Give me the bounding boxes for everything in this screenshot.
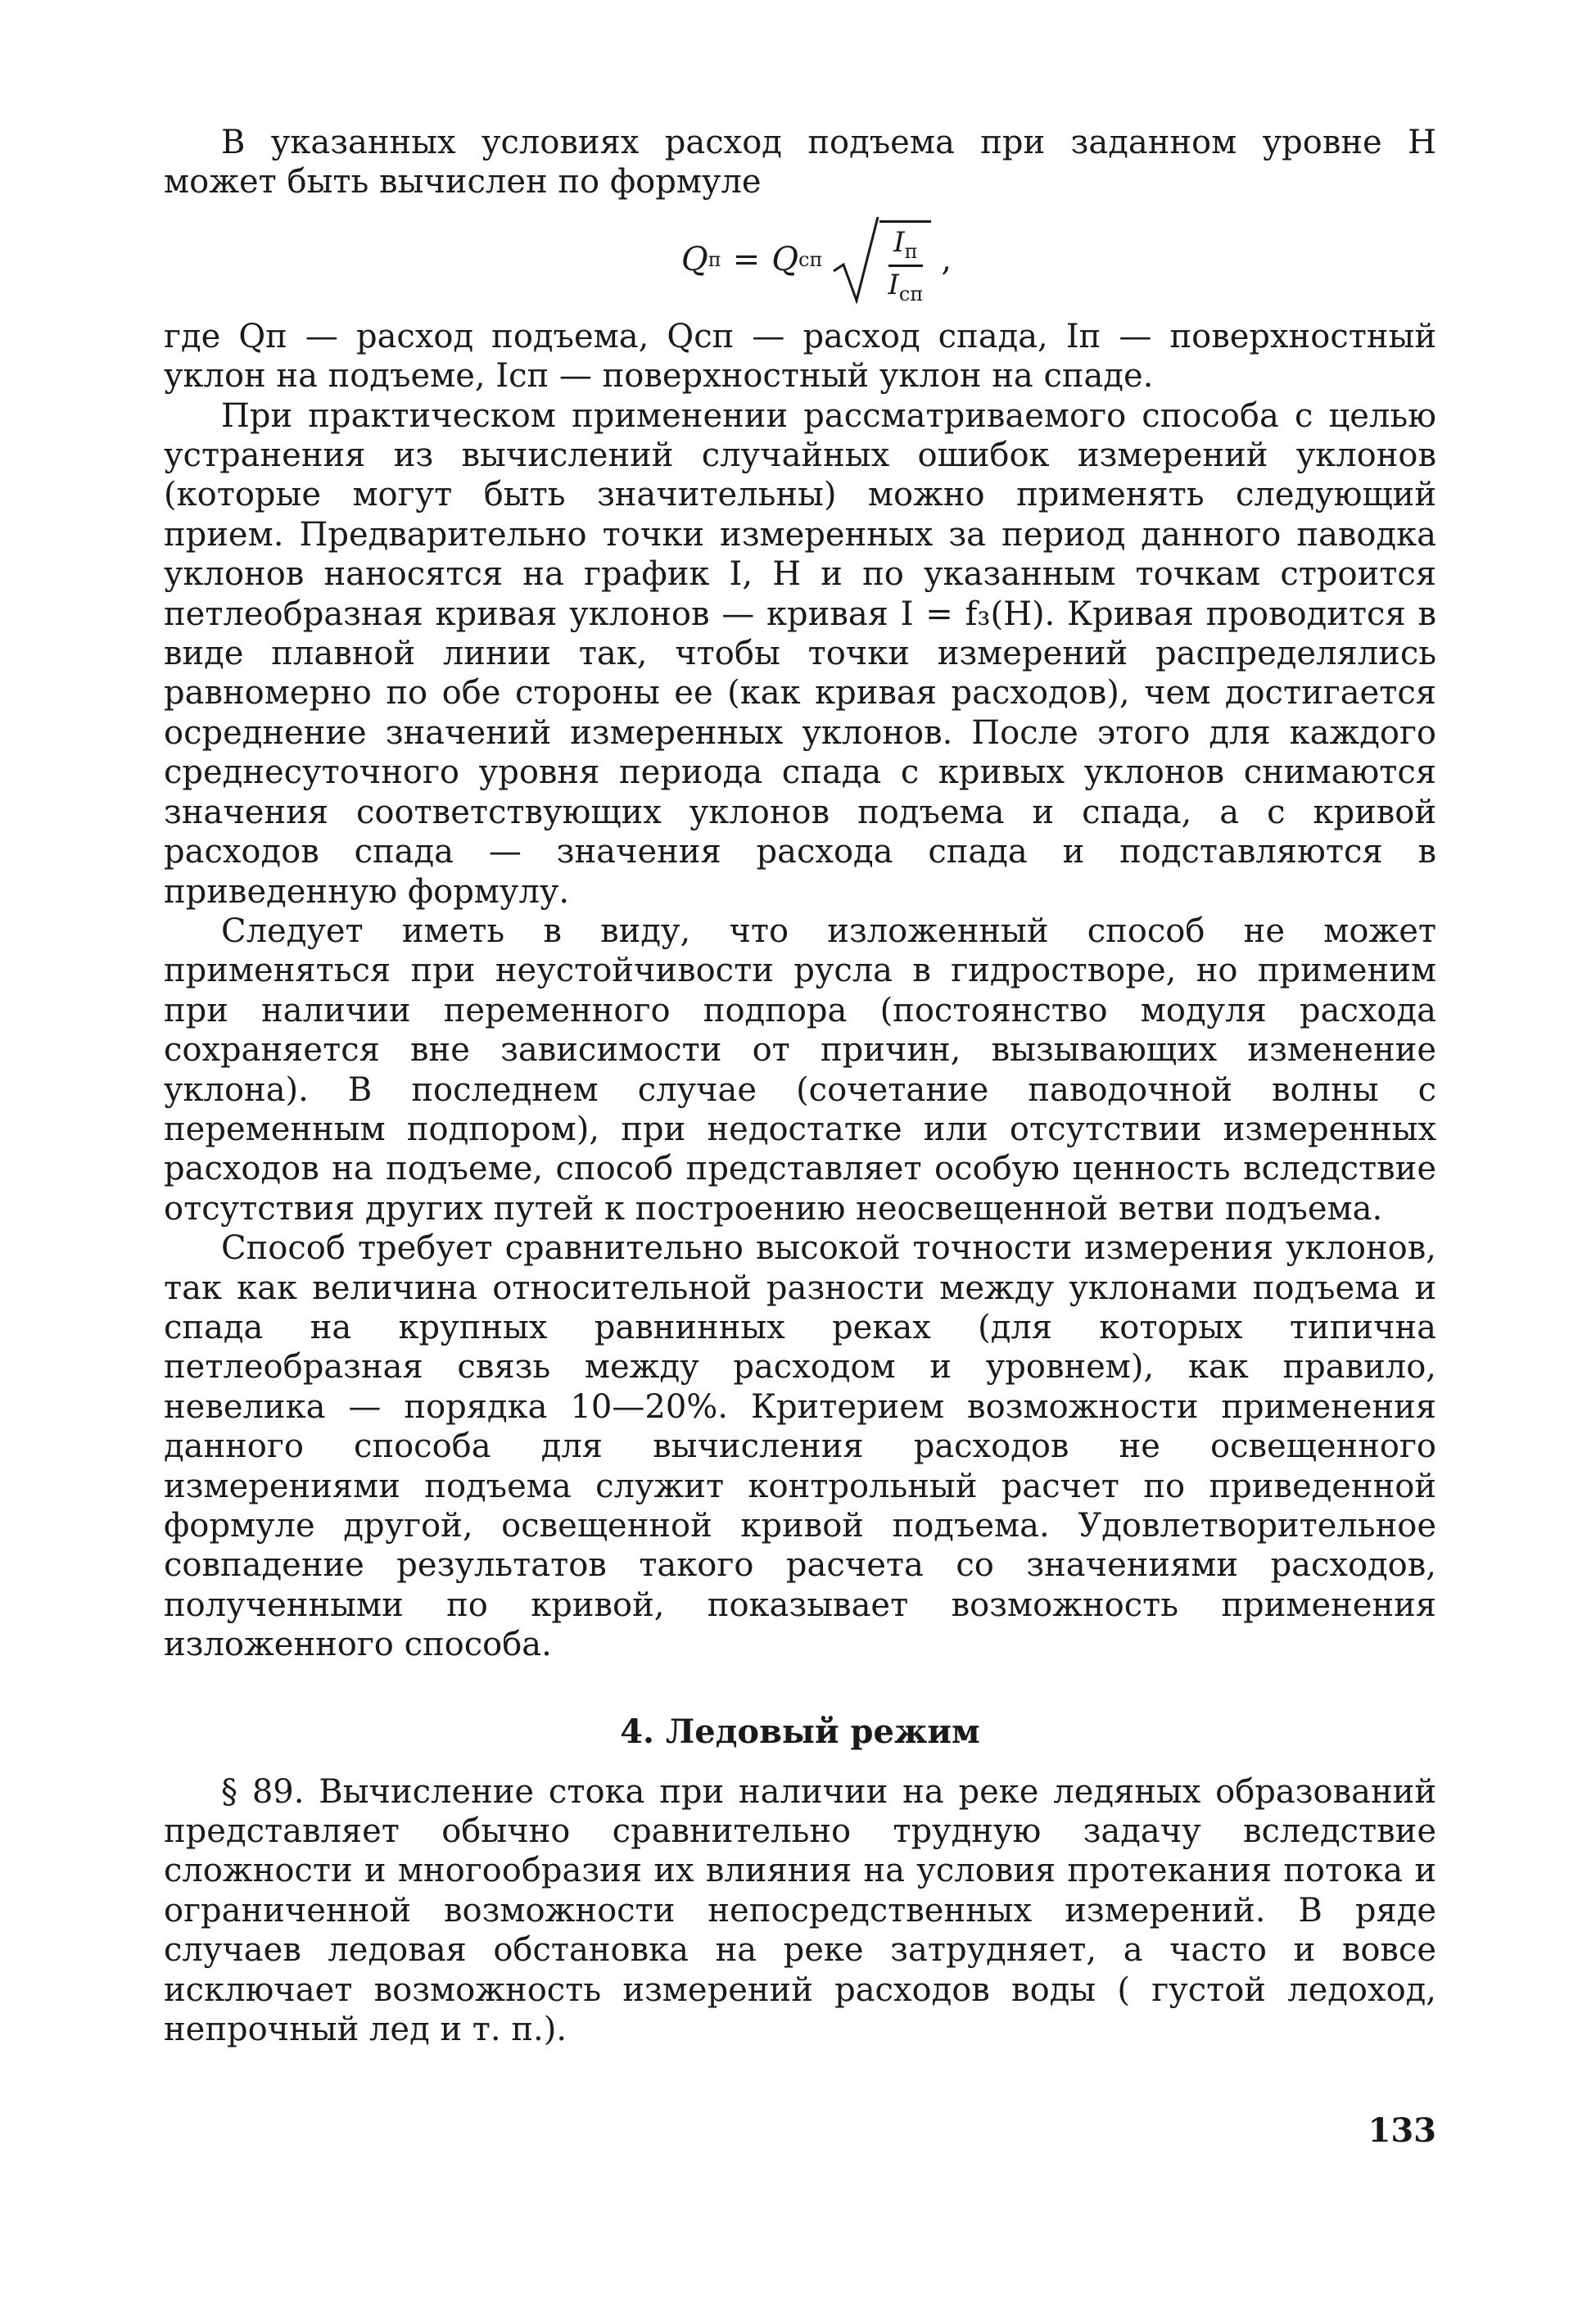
fraction-denominator bbox=[888, 267, 923, 305]
formula-trailing: , bbox=[941, 240, 952, 278]
fraction bbox=[879, 220, 931, 305]
formula bbox=[164, 202, 1436, 317]
formula-lhs-sub: п bbox=[708, 247, 721, 271]
fraction-numerator bbox=[888, 226, 922, 267]
denominator-var: I bbox=[888, 268, 899, 301]
paragraph-2: где Qп — расход подъема, Qсп — расход спада, Iп — поверхностный уклон на подъеме, Iсп — поверхностный уклон на спаде. bbox=[164, 317, 1436, 396]
square-root bbox=[830, 214, 931, 305]
paragraph-6: § 89. Вычисление стока при наличии на реке ледяных образований представляет обычно сравнительно трудную задачу вследствие сложности и многообразия их влияния на условия протекания потока и ограниченной возможности непосредственных измерений. В ряде случаев ледовая обстановка на реке затрудняет, а часто и вовсе исключает возможность измерений расходов воды ( густой ледоход, непрочный лед и т. п.). bbox=[164, 1772, 1436, 2049]
paragraph-5: Способ требует сравнительно высокой точности измерения уклонов, так как величина относительной разности между уклонами подъема и спада на крупных равнинных реках (для которых типична петлеобразная связь между расходом и уровнем), как правило, невелика — порядка 10—20%. Критерием возможности применения данного способа для вычисления расходов не освещенного измерениями подъема служит контрольный расчет по приведенной формуле другой, освещенной кривой подъема. Удовлетворительное совпадение результатов такого расчета со значениями расходов, полученными по кривой, показывает возможность применения изложенного способа. bbox=[164, 1229, 1436, 1664]
numerator-sub: п bbox=[904, 239, 918, 263]
paragraph-1: В указанных условиях расход подъема при заданном уровне H может быть вычислен по формуле bbox=[164, 124, 1436, 201]
section-heading: 4. Ледовый режим bbox=[620, 1712, 980, 1751]
paragraph-3: При практическом применении рассматриваемого способа с целью устранения из вычислений случайных ошибок измерений уклонов (которые могут быть значительны) можно применять следующий прием. Предварительно точки измеренных за период данного паводка уклонов наносятся на график I, H и по указанным точкам строится петлеобразная кривая уклонов — кривая I = f₃(H). Кривая проводится в виде плавной линии так, чтобы точки измерений распределялись равномерно по обе стороны ее (как кривая расходов), чем достигается осреднение значений измеренных уклонов. После этого для каждого среднесуточного уровня периода спада с кривых уклонов снимаются значения соответствующих уклонов подъема и спада, а с кривой расходов спада — значения расхода спада и подставляются в приведенную формулу. bbox=[164, 396, 1436, 911]
formula-rhs-var: Q bbox=[771, 240, 799, 278]
formula-rhs-sub: сп bbox=[798, 247, 823, 271]
denominator-sub: сп bbox=[898, 282, 924, 305]
page-number: 133 bbox=[1368, 2111, 1436, 2150]
formula-equals: = bbox=[732, 240, 761, 278]
numerator-var: I bbox=[893, 226, 905, 260]
paragraph-4: Следует иметь в виду, что изложенный способ не может применяться при неустойчивости русла в гидростворе, но применим при наличии переменного подпора (постоянство модуля расхода сохраняется вне зависимости от причин, вызывающих изменение уклона). В последнем случае (сочетание паводочной волны с переменным подпором), при недостатке или отсутствии измеренных расходов на подъеме, способ представляет особую ценность вследствие отсутствия других путей к построению неосвещенной ветви подъема. bbox=[164, 912, 1436, 1228]
formula-lhs-var: Q bbox=[680, 240, 708, 278]
sqrt-radical-icon bbox=[830, 214, 879, 304]
